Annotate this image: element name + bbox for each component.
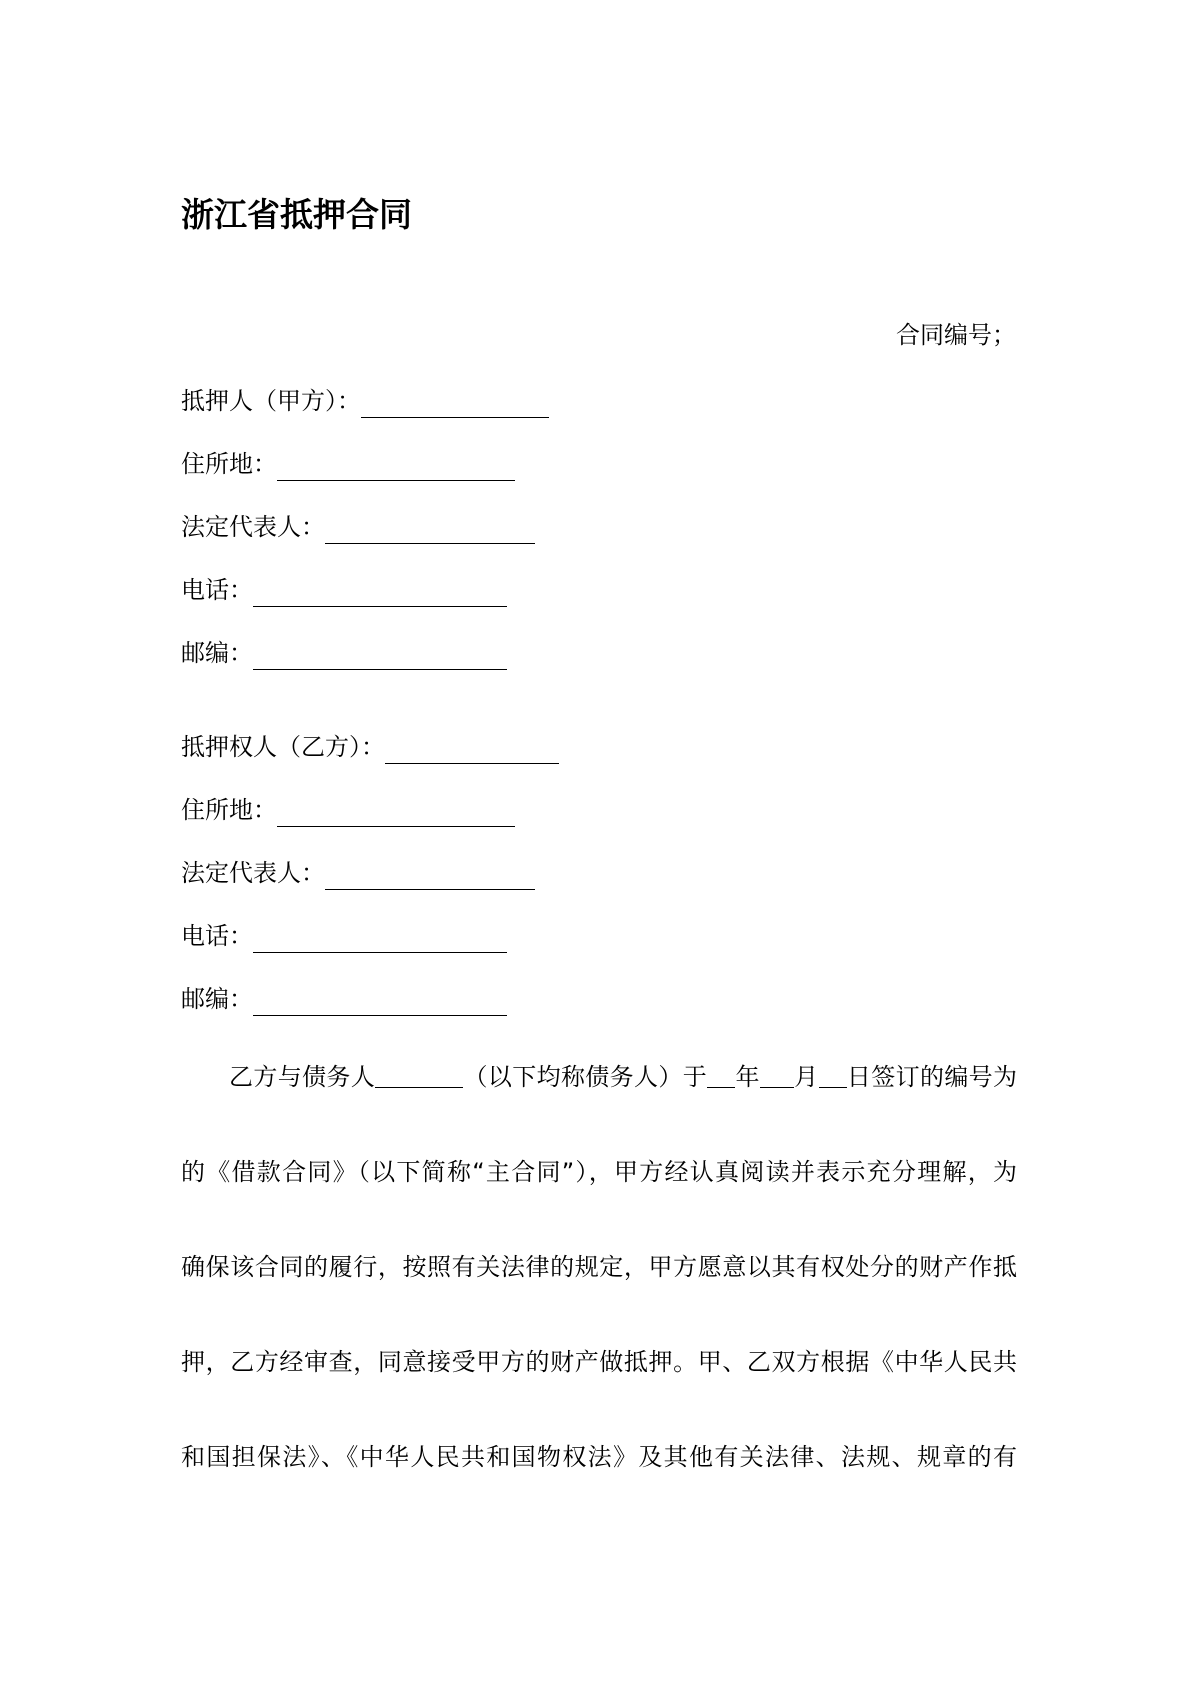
party-b-address-field <box>181 793 515 827</box>
body-line-4: 押，乙方经审查，同意接受甲方的财产做抵押。甲、乙双方根据《中华人民共 <box>181 1348 1017 1376</box>
party-b-phone-label: 电话： <box>181 922 253 950</box>
party-b-legal-rep-blank[interactable] <box>325 863 535 890</box>
party-a-postcode-blank[interactable] <box>253 643 507 670</box>
party-b-postcode-field <box>181 982 507 1016</box>
body-line-1 <box>181 1060 1017 1155</box>
debtor-blank[interactable] <box>375 1063 463 1088</box>
body-text-hereinafter: （以下均称债务人）于 <box>463 1063 708 1091</box>
year-blank[interactable] <box>707 1063 735 1088</box>
party-b-address-label: 住所地： <box>181 796 277 824</box>
body-text-signed: 日签订的编号为 <box>846 1063 1018 1091</box>
body-text-debtor: 乙方与债务人 <box>229 1063 376 1091</box>
mortgagee-label: 抵押权人（乙方）： <box>181 733 385 761</box>
body-text-month: 月 <box>793 1063 819 1091</box>
party-b-postcode-blank[interactable] <box>253 989 507 1016</box>
mortgagor-blank[interactable] <box>361 391 549 418</box>
mortgagee-blank[interactable] <box>385 737 559 764</box>
party-a-address-field <box>181 447 515 481</box>
party-b-address-blank[interactable] <box>277 800 515 827</box>
party-a-legal-rep-field <box>181 510 535 544</box>
party-b-phone-field <box>181 919 507 953</box>
day-blank[interactable] <box>819 1063 847 1088</box>
party-b-legal-rep-field <box>181 856 535 890</box>
party-a-postcode-field <box>181 636 507 670</box>
party-a-legal-rep-blank[interactable] <box>325 517 535 544</box>
party-a-phone-field <box>181 573 507 607</box>
party-a-legal-rep-label: 法定代表人： <box>181 513 325 541</box>
party-a-postcode-label: 邮编： <box>181 639 253 667</box>
document-title: 浙江省抵押合同 <box>181 195 412 234</box>
party-a-address-label: 住所地： <box>181 450 277 478</box>
party-b-phone-blank[interactable] <box>253 926 507 953</box>
body-line-2: 的《借款合同》（以下简称“主合同”），甲方经认真阅读并表示充分理解，为 <box>181 1158 1017 1186</box>
contract-number-label: 合同编号； <box>896 321 1016 349</box>
mortgagor-field <box>181 384 549 418</box>
party-b-legal-rep-label: 法定代表人： <box>181 859 325 887</box>
mortgagee-field <box>181 730 559 764</box>
body-line-5: 和国担保法》、《中华人民共和国物权法》及其他有关法律、法规、规章的有 <box>181 1443 1017 1471</box>
body-text-year: 年 <box>735 1063 760 1091</box>
body-line-3: 确保该合同的履行，按照有关法律的规定，甲方愿意以其有权处分的财产作抵 <box>181 1253 1017 1281</box>
party-b-postcode-label: 邮编： <box>181 985 253 1013</box>
month-blank[interactable] <box>760 1063 794 1088</box>
mortgagor-label: 抵押人（甲方）： <box>181 387 361 415</box>
party-a-phone-blank[interactable] <box>253 580 507 607</box>
party-a-address-blank[interactable] <box>277 454 515 481</box>
body-paragraph <box>181 1060 1017 1535</box>
party-a-phone-label: 电话： <box>181 576 253 604</box>
